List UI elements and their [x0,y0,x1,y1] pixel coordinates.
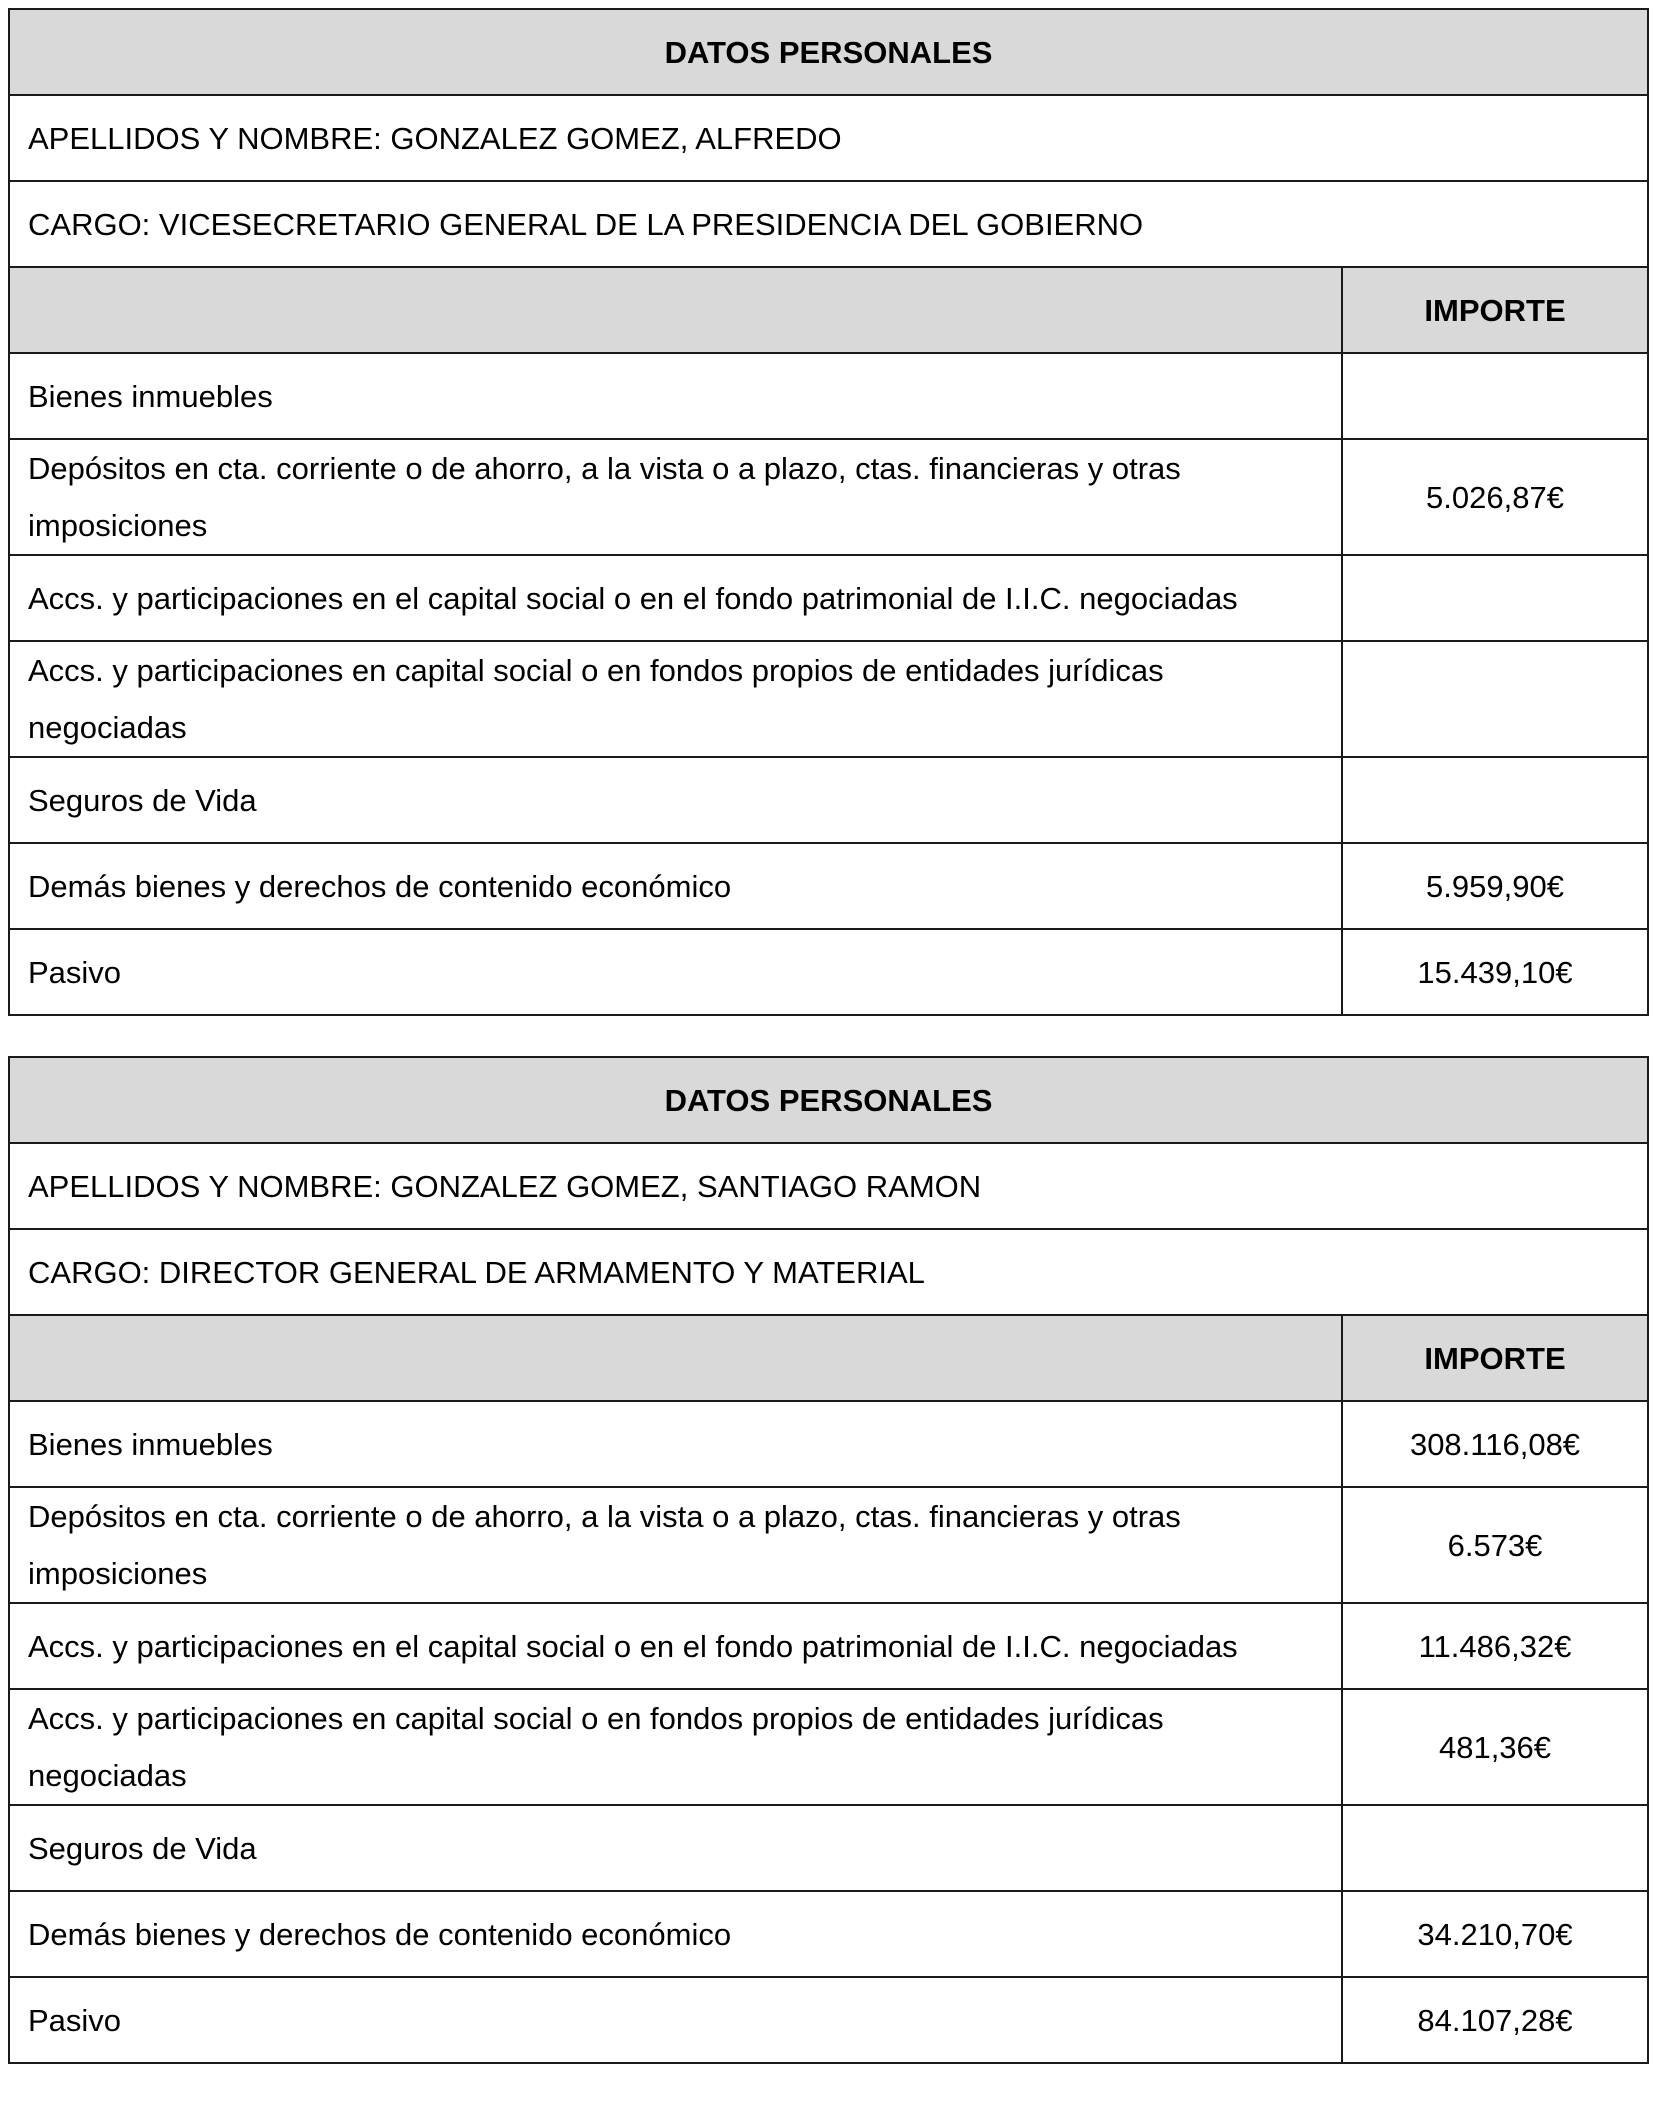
row-amount: 15.439,10€ [1342,929,1648,1015]
amount-column-header: IMPORTE [1342,267,1648,353]
row-amount: 5.026,87€ [1342,439,1648,555]
row-amount [1342,353,1648,439]
row-amount [1342,641,1648,757]
row-amount: 481,36€ [1342,1689,1648,1805]
cargo-row [9,181,1648,267]
document [8,8,1647,2104]
table-row [9,843,1648,929]
header-row [9,1057,1648,1143]
declaration-table-1 [8,8,1649,1016]
header-row [9,9,1648,95]
row-amount: 11.486,32€ [1342,1603,1648,1689]
row-amount: 34.210,70€ [1342,1891,1648,1977]
row-label: Pasivo [9,1977,1342,2063]
row-label: Depósitos en cta. corriente o de ahorro, a la vista o a plazo, ctas. financieras y otras imposiciones [9,439,1342,555]
table-row [9,555,1648,641]
row-label: Seguros de Vida [9,757,1342,843]
row-amount [1342,555,1648,641]
row-label: Bienes inmuebles [9,1401,1342,1487]
row-label: Pasivo [9,929,1342,1015]
row-label: Seguros de Vida [9,1805,1342,1891]
row-label: Bienes inmuebles [9,353,1342,439]
table-row [9,1689,1648,1805]
name-row [9,95,1648,181]
row-amount: 6.573€ [1342,1487,1648,1603]
column-header-row [9,267,1648,353]
section-header: DATOS PERSONALES [9,9,1648,95]
table-row [9,1891,1648,1977]
table-row [9,757,1648,843]
cargo-row [9,1229,1648,1315]
amount-column-header: IMPORTE [1342,1315,1648,1401]
table-row [9,1805,1648,1891]
row-label: Accs. y participaciones en el capital social o en el fondo patrimonial de I.I.C. negociadas [9,555,1342,641]
table-row [9,641,1648,757]
person-position: CARGO: VICESECRETARIO GENERAL DE LA PRESIDENCIA DEL GOBIERNO [9,181,1648,267]
row-label: Depósitos en cta. corriente o de ahorro, a la vista o a plazo, ctas. financieras y otras imposiciones [9,1487,1342,1603]
declaration-table-2 [8,1056,1649,2064]
table-row [9,1401,1648,1487]
concept-column-header [9,1315,1342,1401]
concept-column-header [9,267,1342,353]
row-label: Demás bienes y derechos de contenido económico [9,843,1342,929]
table-row [9,1977,1648,2063]
column-header-row [9,1315,1648,1401]
table-row [9,1487,1648,1603]
table-row [9,1603,1648,1689]
row-amount: 84.107,28€ [1342,1977,1648,2063]
row-amount [1342,757,1648,843]
person-position: CARGO: DIRECTOR GENERAL DE ARMAMENTO Y MATERIAL [9,1229,1648,1315]
row-label: Accs. y participaciones en el capital social o en el fondo patrimonial de I.I.C. negociadas [9,1603,1342,1689]
row-amount [1342,1805,1648,1891]
row-amount: 308.116,08€ [1342,1401,1648,1487]
table-row [9,439,1648,555]
table-row [9,929,1648,1015]
person-name: APELLIDOS Y NOMBRE: GONZALEZ GOMEZ, SANTIAGO RAMON [9,1143,1648,1229]
table-row [9,353,1648,439]
row-label: Accs. y participaciones en capital social o en fondos propios de entidades jurídicas negociadas [9,1689,1342,1805]
name-row [9,1143,1648,1229]
row-label: Accs. y participaciones en capital social o en fondos propios de entidades jurídicas negociadas [9,641,1342,757]
section-header: DATOS PERSONALES [9,1057,1648,1143]
person-name: APELLIDOS Y NOMBRE: GONZALEZ GOMEZ, ALFREDO [9,95,1648,181]
row-amount: 5.959,90€ [1342,843,1648,929]
row-label: Demás bienes y derechos de contenido económico [9,1891,1342,1977]
